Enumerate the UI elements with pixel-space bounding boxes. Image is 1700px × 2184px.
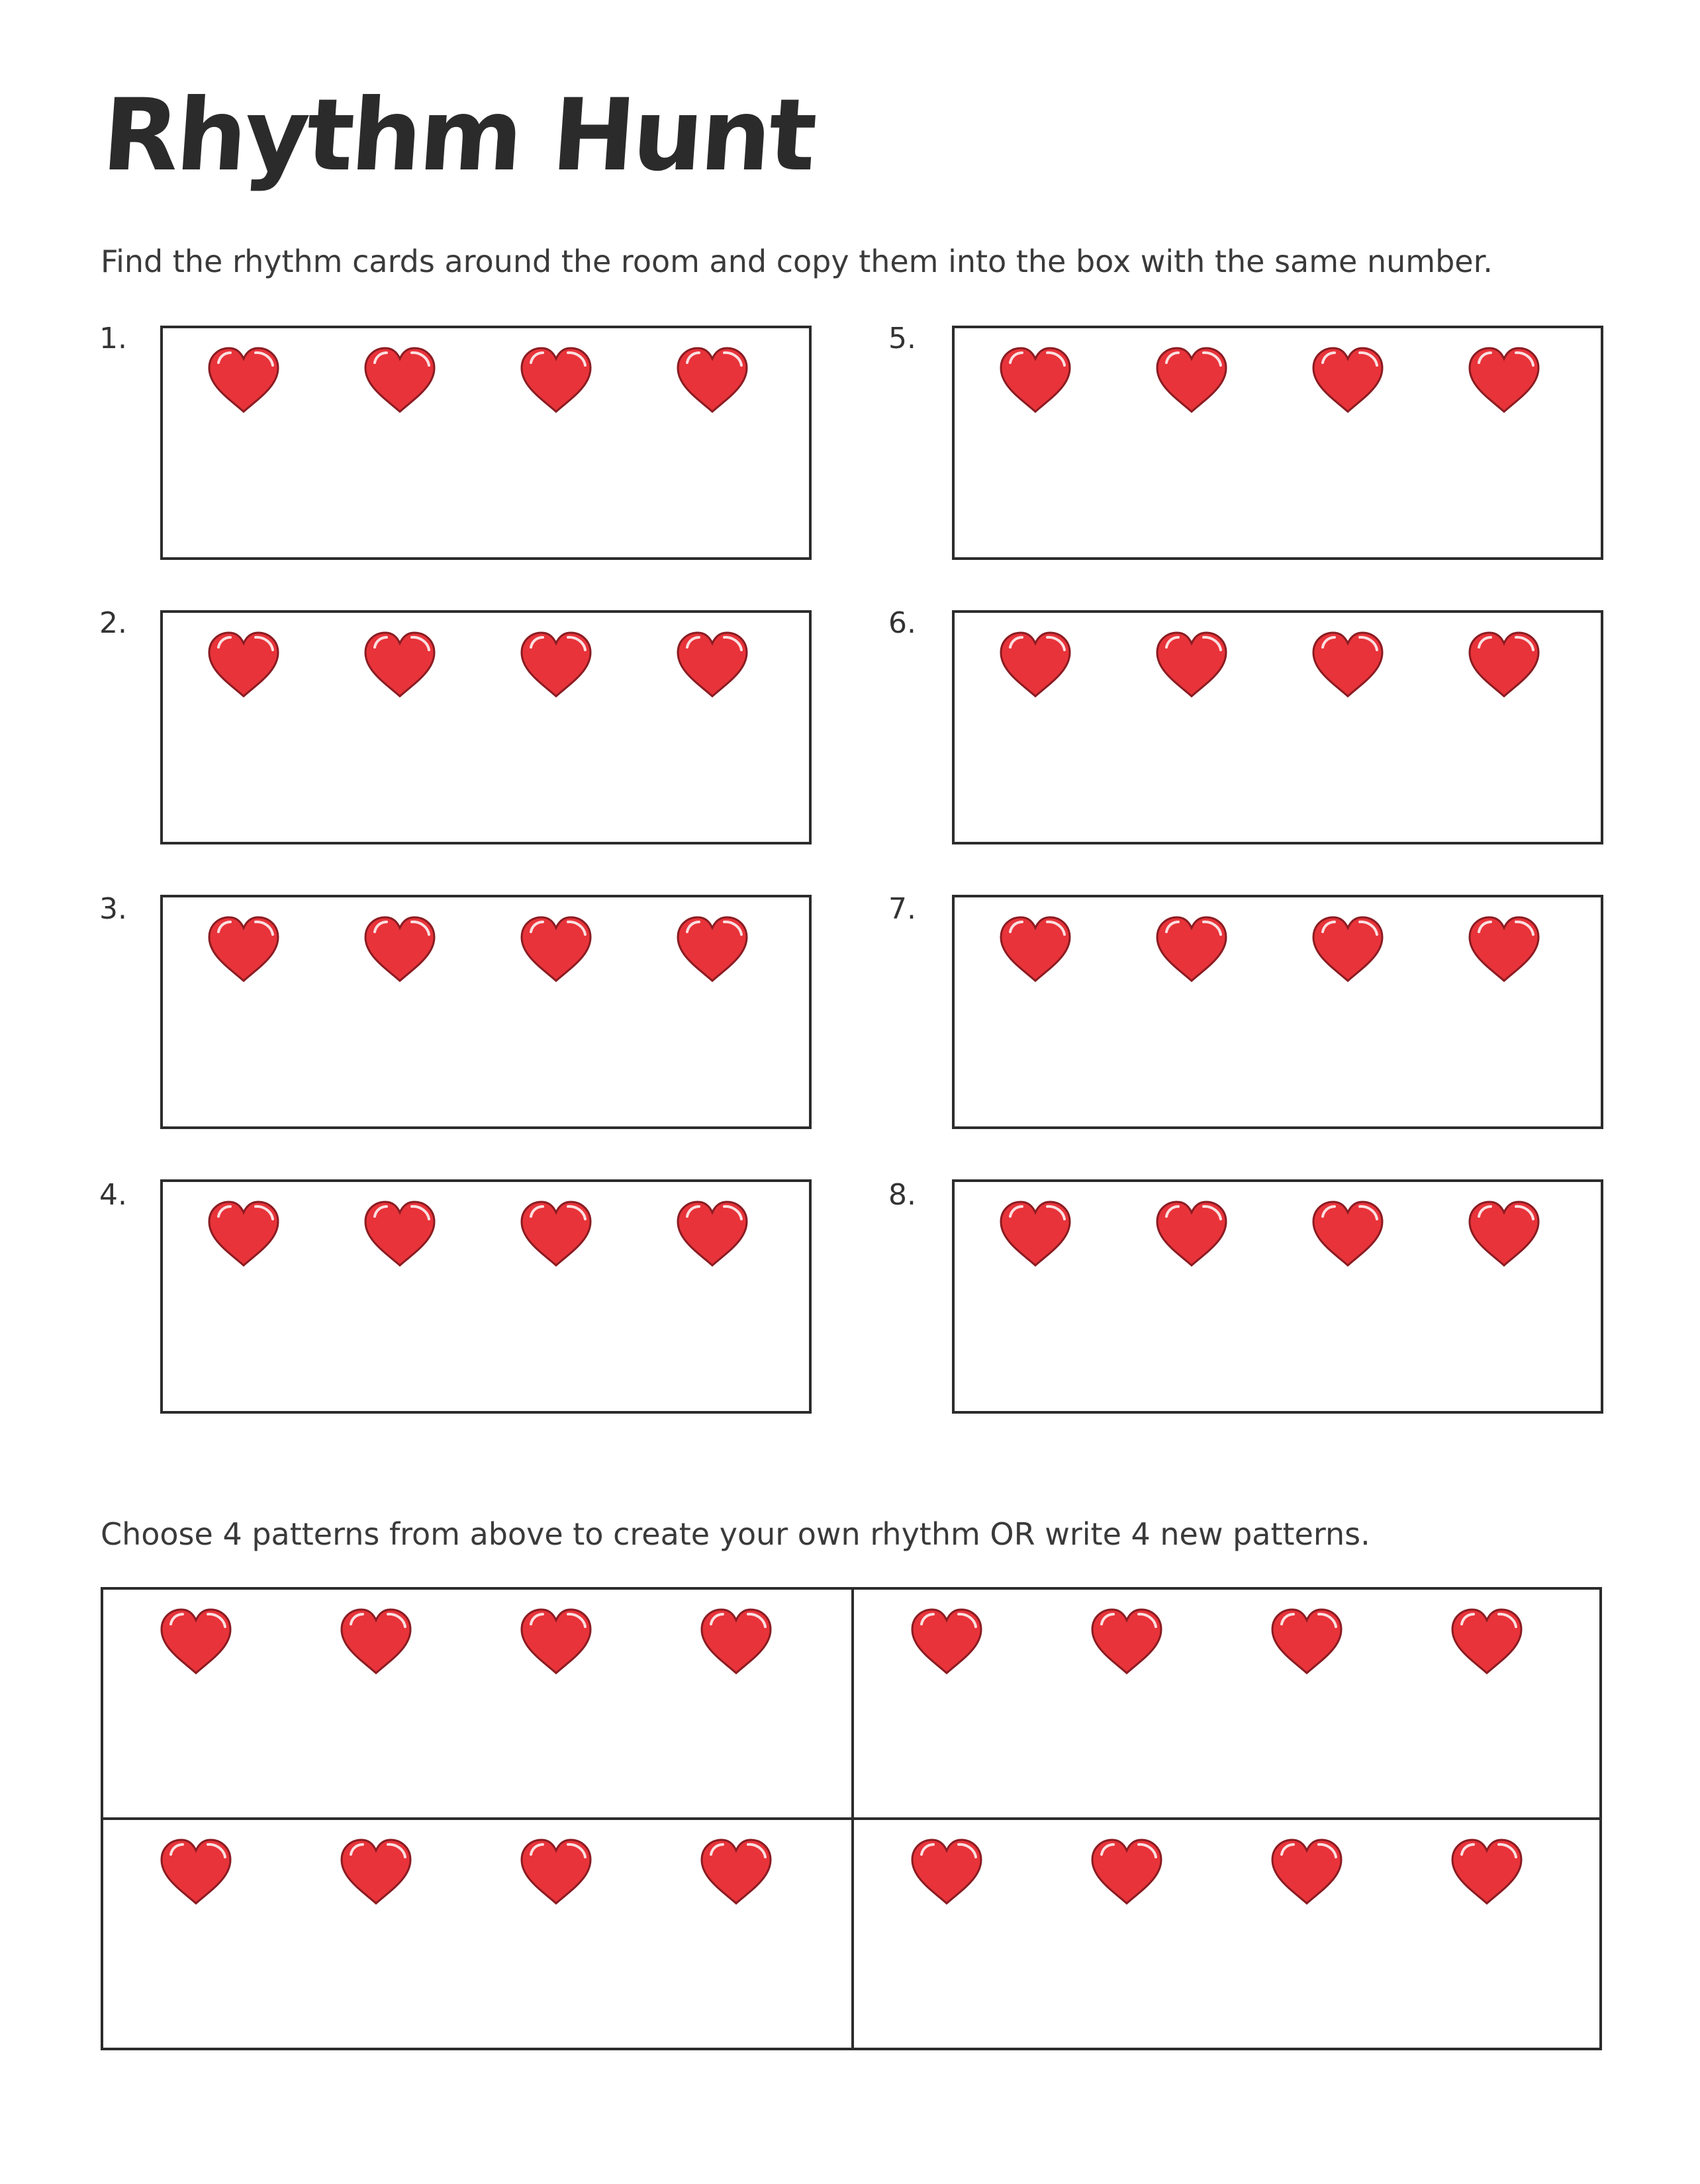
card-number-3: 3. — [99, 892, 127, 926]
heart-row — [955, 912, 1601, 991]
rhythm-card-2[interactable] — [160, 610, 812, 844]
heart-icon — [156, 1604, 236, 1677]
card-number-2: 2. — [99, 606, 127, 640]
heart-icon — [673, 912, 752, 985]
heart-icon — [1308, 912, 1388, 985]
heart-icon — [907, 1604, 986, 1677]
card-number-7: 7. — [888, 892, 916, 926]
heart-row — [163, 1197, 809, 1276]
heart-icon — [516, 912, 596, 985]
heart-icon — [1152, 343, 1231, 416]
card-number-4: 4. — [99, 1178, 127, 1212]
heart-icon — [1308, 343, 1388, 416]
heart-icon — [1308, 627, 1388, 700]
heart-icon — [516, 1197, 596, 1269]
heart-icon — [1464, 912, 1544, 985]
heart-icon — [696, 1604, 776, 1677]
heart-icon — [516, 1835, 596, 1907]
heart-icon — [204, 1197, 283, 1269]
heart-icon — [1087, 1604, 1166, 1677]
rhythm-card-7[interactable] — [952, 895, 1603, 1129]
heart-icon — [204, 343, 283, 416]
heart-row — [163, 343, 809, 422]
rhythm-card-1[interactable] — [160, 326, 812, 560]
heart-row — [163, 627, 809, 707]
heart-row — [163, 912, 809, 991]
card-number-5: 5. — [888, 322, 916, 355]
page-title: Rhythm Hunt — [99, 78, 818, 193]
heart-icon — [673, 343, 752, 416]
heart-icon — [336, 1604, 416, 1677]
heart-row — [955, 343, 1601, 422]
create-box-3[interactable] — [103, 1820, 851, 2048]
heart-icon — [1267, 1835, 1346, 1907]
heart-icon — [516, 1604, 596, 1677]
heart-icon — [673, 1197, 752, 1269]
instructions-text: Find the rhythm cards around the room and copy them into the box with the same number. — [101, 244, 1493, 279]
create-rhythm-grid — [101, 1587, 1602, 2050]
heart-icon — [516, 627, 596, 700]
heart-icon — [360, 627, 440, 700]
heart-row — [955, 1197, 1601, 1276]
card-number-8: 8. — [888, 1178, 916, 1212]
heart-icon — [204, 912, 283, 985]
heart-icon — [1447, 1604, 1527, 1677]
heart-icon — [360, 912, 440, 985]
rhythm-card-5[interactable] — [952, 326, 1603, 560]
heart-icon — [696, 1835, 776, 1907]
heart-row — [103, 1604, 851, 1684]
heart-icon — [1464, 627, 1544, 700]
heart-icon — [360, 1197, 440, 1269]
rhythm-card-4[interactable] — [160, 1179, 812, 1414]
heart-icon — [907, 1835, 986, 1907]
rhythm-card-8[interactable] — [952, 1179, 1603, 1414]
heart-row — [854, 1835, 1599, 1914]
heart-icon — [1152, 627, 1231, 700]
heart-icon — [360, 343, 440, 416]
heart-icon — [1267, 1604, 1346, 1677]
heart-icon — [1464, 343, 1544, 416]
heart-icon — [204, 627, 283, 700]
heart-icon — [1464, 1197, 1544, 1269]
heart-icon — [516, 343, 596, 416]
card-number-1: 1. — [99, 322, 127, 355]
heart-icon — [1152, 1197, 1231, 1269]
heart-icon — [996, 912, 1075, 985]
rhythm-card-3[interactable] — [160, 895, 812, 1129]
heart-icon — [996, 1197, 1075, 1269]
heart-icon — [1447, 1835, 1527, 1907]
heart-icon — [996, 627, 1075, 700]
heart-icon — [1152, 912, 1231, 985]
heart-icon — [156, 1835, 236, 1907]
heart-icon — [1087, 1835, 1166, 1907]
heart-icon — [336, 1835, 416, 1907]
heart-icon — [1308, 1197, 1388, 1269]
heart-icon — [673, 627, 752, 700]
heart-row — [955, 627, 1601, 707]
create-box-2[interactable] — [854, 1590, 1599, 1817]
create-box-4[interactable] — [854, 1820, 1599, 2048]
rhythm-card-6[interactable] — [952, 610, 1603, 844]
heart-row — [103, 1835, 851, 1914]
create-box-1[interactable] — [103, 1590, 851, 1817]
create-instructions-text: Choose 4 patterns from above to create your own rhythm OR write 4 new patterns. — [101, 1516, 1370, 1552]
heart-row — [854, 1604, 1599, 1684]
heart-icon — [996, 343, 1075, 416]
card-number-6: 6. — [888, 606, 916, 640]
